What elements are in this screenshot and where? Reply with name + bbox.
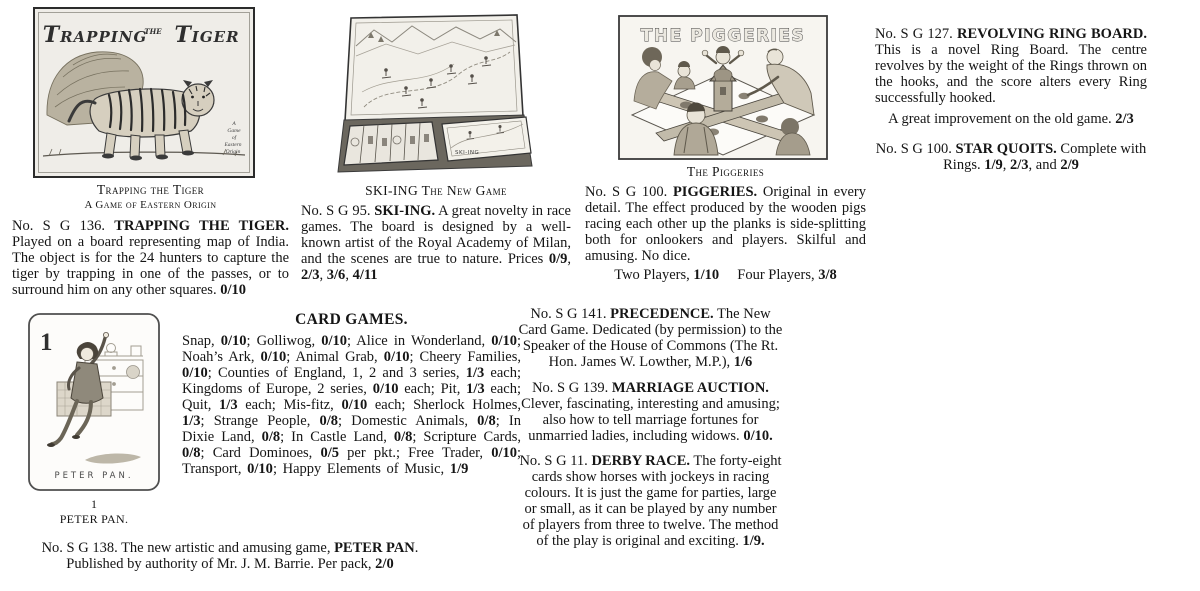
piggeries-caption: The Piggeries	[686, 164, 765, 179]
peter-pan-caption-number: 1	[91, 497, 97, 511]
card-games-list: Snap, 0/10; Golliwog, 0/10; Alice in Wonderland, 0/10; Noah’s Ark, 0/10; Animal Grab, 0/10; Cheery Families, 0/10; Counties of England, 1, 2 and 3 series, 1/3 each; Kingdoms of Europe, 2 series, 0/10 each; Pit, 1/3 each; Quit, 1/3 each; Mis-fitz, 0/10 each; Sherlock Holmes, 1/3; Strange People, 0/8; Domestic Animals, 0/8; In Dixie Land, 0/8; In Castle Land, 0/8; Scripture Cards, 0/8; Card Dominoes, 0/5 per pkt.; Free Trader, 0/10; Transport, 0/10; Happy Elements of Music, 1/9	[182, 333, 522, 477]
tiger-description: No. S G 136. TRAPPING THE TIGER. Played on a board representing map of India. The object is for the 24 hunters to capture the tiger by trapping in one of the passes, or to surround him on any other squares. 0/10	[12, 218, 289, 298]
piggeries-description: No. S G 100. PIGGERIES. Original in every detail. The effect produced by the wooden pigs racing each other up the planks is side-splitting both for onlookers and players. Skilful and amusing. No dice.	[585, 184, 866, 264]
piggeries-illustration	[618, 15, 828, 160]
card-games-section	[182, 311, 521, 477]
box-lid-title: SKI-ING	[455, 150, 480, 156]
card-games-heading: CARD GAMES.	[295, 311, 408, 328]
product-peter-pan-card	[27, 312, 161, 526]
svg-text:Origin: Origin	[225, 149, 241, 155]
game-box-compartments	[344, 122, 438, 165]
product-peter-pan-game	[20, 540, 440, 572]
product-piggeries	[585, 15, 866, 283]
box-lid	[442, 117, 531, 161]
svg-text:Eastern: Eastern	[224, 142, 242, 148]
svg-text:Trapping: Trapping	[42, 22, 148, 48]
product-revolving-ring-board	[875, 26, 1147, 173]
card-corner-number: 1	[40, 329, 53, 356]
background-figure-head	[127, 366, 140, 379]
svg-text:Game: Game	[227, 128, 241, 134]
ski-ing-illustration	[334, 12, 534, 180]
peter-pan-card-illustration	[27, 312, 161, 492]
ring-board-description: No. S G 127. REVOLVING RING BOARD. This is a novel Ring Board. The centre revolves by the weight of the Rings thrown on the hooks, and the score alters every Ring successfully hooked.	[875, 26, 1147, 106]
precedence-description: No. S G 141. PRECEDENCE. The New Card Game. Dedicated (by permission) to the Speaker of the House of Commons (The Rt. Hon. James W. Lowther, M.P.), 1/6	[518, 306, 783, 370]
tiger-caption-subtitle: A Game of Eastern Origin	[84, 199, 217, 211]
peter-pan-caption: PETER PAN.	[59, 512, 129, 526]
tiger-caption-title: Trapping the Tiger	[96, 182, 205, 197]
svg-text:Tiger: Tiger	[174, 22, 240, 48]
tiger-art-title	[43, 22, 240, 48]
wooden-pig	[756, 116, 768, 123]
card-title-label: PETER PAN.	[54, 471, 134, 481]
marriage-auction-description: No. S G 139. MARRIAGE AUCTION. Clever, fascinating, interesting and amusing; also how to tell marriage fortunes for unmarried ladies, including widows. 0/10.	[521, 380, 780, 444]
product-ski-ing	[301, 12, 571, 283]
star-quoits-description: No. S G 100. STAR QUOITS. Complete with Rings. 1/9, 2/3, and 2/9	[875, 141, 1147, 173]
piggeries-prices: Two Players, 1/10 Four Players, 3/8	[614, 267, 837, 283]
derby-race-description: No. S G 11. DERBY RACE. The forty-eight cards show horses with jockeys in racing colours. It is just the game for parties, large or small, as it can be played by any number of players from three to twelve. The method of the play is original and exciting. 1/9.	[519, 453, 782, 549]
svg-text:the: the	[144, 26, 162, 37]
ski-caption: SKI-ING The New Game	[365, 183, 507, 198]
piggeries-art-title: THE PIGGERIES	[640, 26, 806, 46]
ring-board-note: A great improvement on the old game. 2/3	[888, 111, 1134, 127]
card-games-column-right	[517, 306, 784, 549]
svg-text:of: of	[231, 135, 237, 141]
svg-text:A: A	[232, 121, 236, 127]
ski-description: No. S G 95. SKI-ING. A great novelty in race games. The board is designed by a well-known artist of the Royal Academy of Milan, and the scenes are true to nature. Prices 0/9, 2/3, 3/6, 4/11	[301, 203, 571, 283]
product-trapping-the-tiger	[12, 7, 289, 298]
peter-pan-description: No. S G 138. The new artistic and amusing game, PETER PAN. Published by authority of Mr. J. M. Barrie. Per pack, 2/0	[41, 540, 419, 572]
trapping-the-tiger-illustration	[33, 7, 255, 178]
